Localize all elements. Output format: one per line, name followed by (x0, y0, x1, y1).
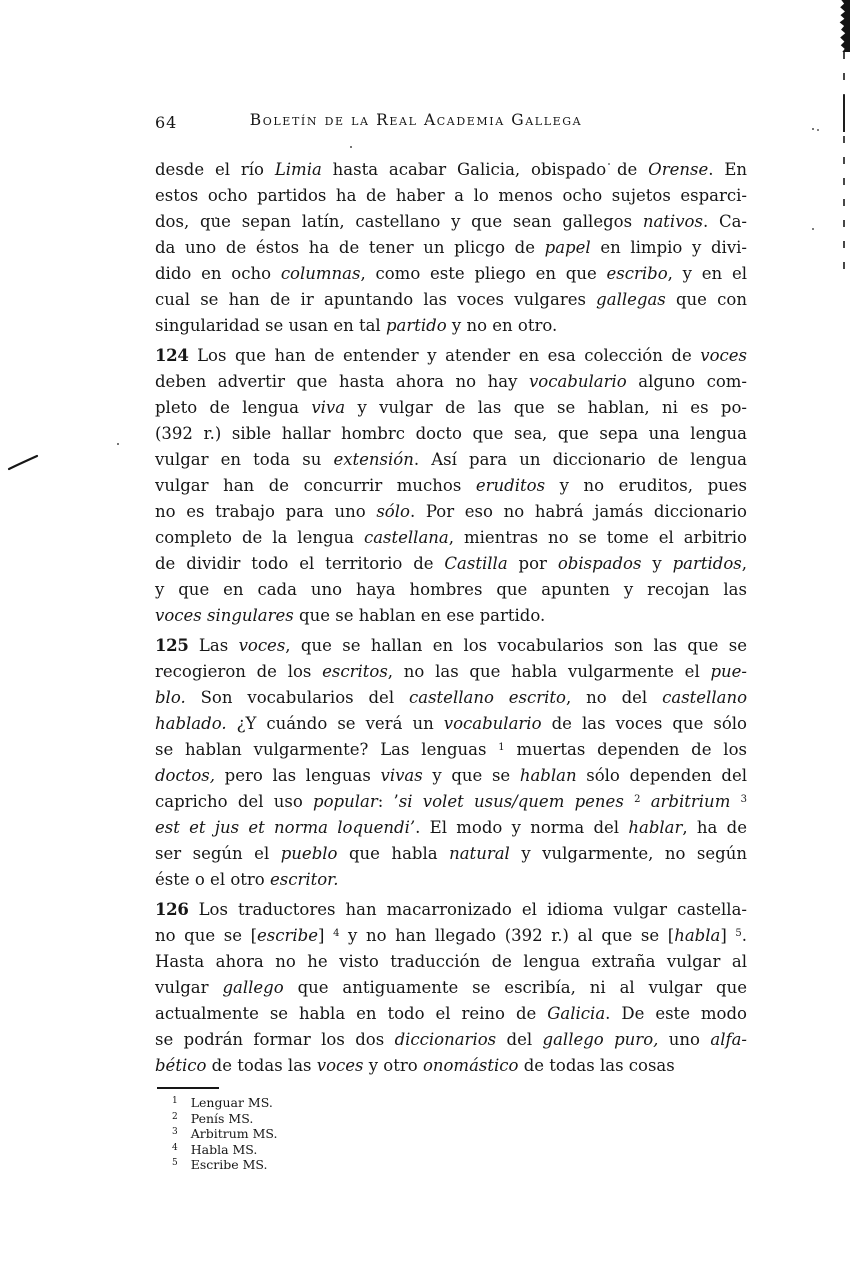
text-segment: de todas las (206, 1056, 317, 1075)
footnote-section (155, 1087, 747, 1173)
text-segment: Galicia (547, 1004, 606, 1023)
text-segment: pue- (710, 662, 747, 681)
text-segment: 126 (155, 900, 189, 919)
text-segment: uno (658, 1030, 711, 1049)
footnote-text: Lenguar MS. (190, 1095, 273, 1110)
text-line (155, 975, 747, 1001)
text-segment: , que se hallan en los vocabularios son las que se (285, 636, 747, 655)
footnote-marker: 5 (172, 1158, 178, 1168)
text-segment: gallegas (596, 290, 666, 309)
text-segment: habla (674, 926, 721, 945)
text-block (155, 157, 747, 1079)
page-header (155, 111, 747, 135)
footnote-marker: 1 (172, 1096, 178, 1106)
text-segment: est et jus et norma loquendi’ (155, 818, 416, 837)
text-segment: partidos (672, 554, 742, 573)
text-line (155, 369, 747, 395)
text-segment: columnas (280, 264, 361, 283)
text-line (155, 447, 747, 473)
text-segment: alfa- (710, 1030, 748, 1049)
text-segment: blo. (155, 688, 186, 707)
text-segment: castellano escrito (409, 688, 566, 707)
text-segment: desde el río (155, 160, 275, 179)
text-line (155, 603, 747, 629)
footnote-item (155, 1111, 747, 1127)
running-title: Boletín de la Real Academia Gallega (249, 111, 583, 129)
text-line (155, 577, 747, 603)
scan-edge-line (843, 95, 845, 132)
text-segment: de las voces que sólo (541, 714, 747, 733)
text-segment: y que en cada uno haya hombres que apunten y recojan las (155, 580, 747, 599)
footnote-item (155, 1157, 747, 1173)
text-line (155, 525, 747, 551)
text-line (155, 685, 747, 711)
text-paragraph (155, 343, 747, 629)
footnote-marker: 3 (172, 1127, 178, 1137)
text-segment: escritos (322, 662, 388, 681)
text-line (155, 395, 747, 421)
text-segment: que con (665, 290, 747, 309)
text-segment: . Por eso no habrá jamás diccionario (409, 502, 747, 521)
text-segment: de todas las cosas (518, 1056, 675, 1075)
text-segment: y vulgarmente, no según (509, 844, 747, 863)
text-column (155, 157, 747, 1173)
scan-edge-dashes (843, 52, 845, 280)
text-segment: 124 (155, 346, 189, 365)
text-line (155, 157, 747, 183)
text-segment: bético (155, 1056, 207, 1075)
text-segment: sólo dependen del (576, 766, 747, 785)
text-segment: (392 r.) sible hallar hombrc docto que sea, que sepa una lengua (155, 424, 747, 443)
footnote-item (155, 1095, 747, 1111)
text-segment: no es trabajo para uno (155, 502, 377, 521)
text-segment: no que se [ (155, 926, 258, 945)
footnote-reference: 2 (634, 794, 641, 805)
text-segment: vulgar han de concurrir muchos (155, 476, 476, 495)
text-segment: deben advertir que hasta ahora no hay (155, 372, 529, 391)
text-line (155, 209, 747, 235)
text-line (155, 763, 747, 789)
text-segment: ] (720, 926, 736, 945)
text-segment: , mientras no se tome el arbitrio (448, 528, 747, 547)
text-segment: vocabulario (528, 372, 627, 391)
text-segment: obispados (557, 554, 642, 573)
pen-mark (7, 452, 41, 474)
text-line (155, 1027, 747, 1053)
text-segment: actualmente se habla en todo el reino de (155, 1004, 548, 1023)
text-segment: Castilla (444, 554, 508, 573)
footnote-item (155, 1142, 747, 1158)
text-segment: dido en ocho (155, 264, 281, 283)
text-segment: . De este modo (605, 1004, 747, 1023)
text-segment: voces singulares (155, 606, 294, 625)
footnote-reference: 3 (740, 794, 747, 805)
text-line (155, 841, 747, 867)
text-segment: cual se han de ir apuntando las voces vulgares (155, 290, 597, 309)
text-segment: y vulgar de las que se hablan, ni es po- (345, 398, 747, 417)
footnote-item (155, 1126, 747, 1142)
text-segment: se hablan vulgarmente? Las lenguas (155, 740, 499, 759)
text-segment: de dividir todo el territorio de (155, 554, 445, 573)
text-segment: . Ca- (702, 212, 747, 231)
text-line (155, 815, 747, 841)
text-segment: vocabulario (443, 714, 542, 733)
text-segment: se podrán formar los dos (155, 1030, 395, 1049)
text-line (155, 499, 747, 525)
text-segment: ser según el (155, 844, 281, 863)
text-line (155, 737, 747, 763)
text-segment: que habla (337, 844, 450, 863)
text-segment: en limpio y divi- (590, 238, 747, 257)
text-segment: escritor. (269, 870, 339, 889)
text-segment: recogieron de los (155, 662, 323, 681)
text-segment: diccionarios (394, 1030, 497, 1049)
text-segment: ¿Y cuándo se verá un (226, 714, 444, 733)
text-segment: da uno de éstos ha de tener un plicgo de (155, 238, 545, 257)
text-segment: : ’ (377, 792, 399, 811)
text-line (155, 949, 747, 975)
text-segment: dos, que sepan latín, castellano y que sean gallegos (155, 212, 643, 231)
text-segment: vulgar (155, 978, 223, 997)
footnote-reference: 4 (333, 928, 340, 939)
text-segment: hablado. (155, 714, 227, 733)
footnote-reference: 1 (498, 742, 505, 753)
text-line (155, 183, 747, 209)
text-segment: . En (708, 160, 747, 179)
text-segment: singularidad se usan en tal (155, 316, 386, 335)
text-segment: , no las que habla vulgarmente el (387, 662, 711, 681)
text-line (155, 421, 747, 447)
text-segment: hablar (628, 818, 683, 837)
text-segment: castellana (363, 528, 449, 547)
text-line (155, 235, 747, 261)
scan-specks (0, 0, 2, 2)
text-line (155, 1053, 747, 1079)
text-line (155, 633, 747, 659)
text-segment: popular (313, 792, 378, 811)
text-segment: estos ocho partidos ha de haber a lo menos ocho sujetos esparci- (155, 186, 747, 205)
text-segment: , (741, 554, 747, 573)
text-line (155, 1001, 747, 1027)
text-paragraph (155, 157, 747, 339)
text-segment: voces (700, 346, 747, 365)
text-segment: pleto de lengua (155, 398, 312, 417)
text-segment: . (741, 926, 748, 945)
text-segment: escribe (257, 926, 318, 945)
scan-binding-artifact (836, 0, 850, 52)
text-segment: gallego puro, (542, 1030, 659, 1049)
text-line (155, 789, 747, 815)
text-segment: Limia (274, 160, 322, 179)
text-segment (730, 792, 740, 811)
text-segment: . El modo y norma del (415, 818, 629, 837)
text-paragraph (155, 897, 747, 1079)
text-segment: , como este pliego en que (360, 264, 607, 283)
text-segment: onomástico (422, 1056, 519, 1075)
text-segment: Las (188, 636, 239, 655)
text-line (155, 343, 747, 369)
text-segment (624, 792, 634, 811)
text-segment: muertas dependen de los (504, 740, 747, 759)
text-segment: eruditos (475, 476, 546, 495)
text-line (155, 897, 747, 923)
text-segment: vivas (380, 766, 423, 785)
text-segment: , no del (566, 688, 663, 707)
text-segment: hasta acabar Galicia, obispado de (321, 160, 649, 179)
text-segment: 125 (155, 636, 189, 655)
text-line (155, 711, 747, 737)
text-segment: Orense (648, 160, 709, 179)
text-segment: doctos, (155, 766, 216, 785)
footnote-reference: 5 (735, 928, 742, 939)
text-segment: por (507, 554, 558, 573)
text-line (155, 287, 747, 313)
text-segment: y no han llegado (392 r.) al que se [ (339, 926, 675, 945)
text-segment: hablan (519, 766, 577, 785)
text-segment: , ha de (682, 818, 748, 837)
text-segment: . Así para un diccionario de lengua (413, 450, 747, 469)
footnote-text: Habla MS. (190, 1141, 258, 1157)
text-paragraph (155, 633, 747, 893)
text-segment (640, 792, 650, 811)
text-segment: del (496, 1030, 543, 1049)
text-segment: que se hablan en ese partido. (293, 606, 546, 625)
text-segment: y (641, 554, 673, 573)
text-segment: y no en otro. (446, 316, 558, 335)
text-line (155, 473, 747, 499)
footnote-text: Arbitrum MS. (190, 1126, 278, 1141)
text-segment: sólo (376, 502, 410, 521)
text-segment: gallego (222, 978, 284, 997)
text-segment: Hasta ahora no he visto traducción de lengua extraña vulgar al (155, 952, 747, 971)
text-segment: voces (316, 1056, 364, 1075)
text-segment: viva (311, 398, 346, 417)
text-segment: que antiguamente se escribía, ni al vulgar que (283, 978, 747, 997)
text-segment: ] (318, 926, 334, 945)
footnote-text: Penís MS. (190, 1110, 254, 1126)
text-segment: papel (544, 238, 591, 257)
text-segment: Son vocabularios del (185, 688, 409, 707)
text-segment: partido (385, 316, 447, 335)
text-segment: pueblo (280, 844, 338, 863)
text-segment: nativos (642, 212, 703, 231)
text-line (155, 551, 747, 577)
footnote-text: Escribe MS. (190, 1157, 268, 1172)
text-segment: natural (449, 844, 510, 863)
text-segment: escribo (606, 264, 668, 283)
text-segment: y que se (422, 766, 520, 785)
text-line (155, 659, 747, 685)
text-segment: castellano (662, 688, 748, 707)
text-segment: capricho del uso (155, 792, 314, 811)
text-line (155, 313, 747, 339)
footnote-list (155, 1095, 747, 1173)
text-line (155, 867, 747, 893)
text-segment: alguno com- (626, 372, 748, 391)
text-line (155, 923, 747, 949)
text-segment: pero las lenguas (215, 766, 381, 785)
footnote-rule (157, 1087, 219, 1089)
text-line (155, 261, 747, 287)
text-segment: y otro (363, 1056, 423, 1075)
page-number: 64 (155, 113, 178, 132)
footnote-marker: 4 (172, 1142, 178, 1153)
footnote-marker: 2 (172, 1111, 178, 1122)
text-segment: y no eruditos, pues (545, 476, 747, 495)
text-segment: completo de la lengua (155, 528, 364, 547)
text-segment: arbitrium (650, 792, 731, 811)
text-segment: , y en el (667, 264, 747, 283)
text-segment: si volet usus/quem penes (398, 792, 624, 811)
text-segment: éste o el otro (155, 870, 270, 889)
text-segment: vulgar en toda su (155, 450, 334, 469)
text-segment: voces (238, 636, 286, 655)
text-segment: Los traductores han macarronizado el idioma vulgar castella- (188, 900, 747, 919)
text-segment: extensión (333, 450, 414, 469)
text-segment: Los que han de entender y atender en esa colección de (188, 346, 701, 365)
